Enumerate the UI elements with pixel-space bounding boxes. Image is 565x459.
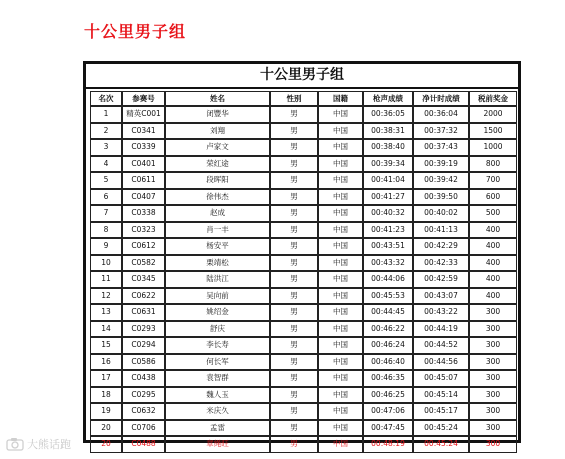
cell-nationality: 中国 — [318, 189, 363, 206]
cell-net-time: 00:43:22 — [413, 304, 469, 321]
table-row — [90, 403, 517, 420]
cell-gender: 男 — [270, 106, 318, 123]
cell-net-time: 00:43:07 — [413, 288, 469, 305]
cell-gun-time: 00:38:31 — [363, 123, 413, 140]
cell-gun-time: 00:47:06 — [363, 403, 413, 420]
cell-bib: C0407 — [122, 189, 165, 206]
cell-name: 姚绍金 — [165, 304, 270, 321]
cell-net-time: 00:42:29 — [413, 238, 469, 255]
cell-rank: 16 — [90, 354, 122, 371]
watermark-text: 大熊话跑 — [27, 438, 71, 451]
cell-nationality: 中国 — [318, 420, 363, 437]
cell-bib: C0401 — [122, 156, 165, 173]
cell-gun-time: 00:36:05 — [363, 106, 413, 123]
cell-prize: 300 — [469, 337, 517, 354]
cell-gun-time: 00:38:40 — [363, 139, 413, 156]
cell-prize: 300 — [469, 387, 517, 404]
table-body — [90, 106, 517, 453]
cell-gun-time: 00:40:32 — [363, 205, 413, 222]
cell-name: 米庆久 — [165, 403, 270, 420]
table-row — [90, 189, 517, 206]
table-row — [90, 337, 517, 354]
cell-gender: 男 — [270, 189, 318, 206]
header-gun-time: 枪声成绩 — [363, 91, 413, 106]
cell-bib: C0438 — [122, 370, 165, 387]
cell-gun-time: 00:43:51 — [363, 238, 413, 255]
cell-name: 李长寿 — [165, 337, 270, 354]
page-title: 十公里男子组 — [84, 22, 187, 41]
cell-net-time: 00:44:56 — [413, 354, 469, 371]
cell-net-time: 00:39:19 — [413, 156, 469, 173]
cell-name: 陆洪江 — [165, 271, 270, 288]
cell-net-time: 00:42:33 — [413, 255, 469, 272]
cell-name: 吴向前 — [165, 288, 270, 305]
cell-rank: 19 — [90, 403, 122, 420]
cell-prize: 400 — [469, 255, 517, 272]
cell-gun-time: 00:41:04 — [363, 172, 413, 189]
table-caption: 十公里男子组 — [86, 64, 518, 89]
cell-name: 章绳旺 — [165, 436, 270, 453]
cell-bib: C0586 — [122, 354, 165, 371]
cell-net-time: 00:45:24 — [413, 436, 469, 453]
cell-net-time: 00:39:42 — [413, 172, 469, 189]
cell-prize: 1500 — [469, 123, 517, 140]
cell-bib: C0611 — [122, 172, 165, 189]
header-nationality: 国籍 — [318, 91, 363, 106]
cell-nationality: 中国 — [318, 271, 363, 288]
cell-bib: C0293 — [122, 321, 165, 338]
cell-bib: C0323 — [122, 222, 165, 239]
table-row — [90, 156, 517, 173]
cell-rank: 5 — [90, 172, 122, 189]
table-row — [90, 370, 517, 387]
cell-gender: 男 — [270, 271, 318, 288]
cell-nationality: 中国 — [318, 139, 363, 156]
cell-bib: C0338 — [122, 205, 165, 222]
table-row — [90, 238, 517, 255]
cell-gun-time: 00:46:35 — [363, 370, 413, 387]
cell-name: 栗靖松 — [165, 255, 270, 272]
cell-rank: 20 — [90, 420, 122, 437]
header-bib: 参赛号 — [122, 91, 165, 106]
cell-gun-time: 00:39:34 — [363, 156, 413, 173]
table-row — [90, 288, 517, 305]
cell-net-time: 00:45:24 — [413, 420, 469, 437]
cell-prize: 300 — [469, 403, 517, 420]
cell-prize: 400 — [469, 288, 517, 305]
cell-rank: 1 — [90, 106, 122, 123]
cell-prize: 400 — [469, 238, 517, 255]
cell-gun-time: 00:47:45 — [363, 420, 413, 437]
cell-gender: 男 — [270, 156, 318, 173]
cell-nationality: 中国 — [318, 354, 363, 371]
table-row — [90, 255, 517, 272]
cell-bib: C0632 — [122, 403, 165, 420]
results-table-frame — [83, 61, 521, 448]
cell-bib: C0612 — [122, 238, 165, 255]
header-net-time: 净计时成绩 — [413, 91, 469, 106]
cell-gender: 男 — [270, 304, 318, 321]
cell-gender: 男 — [270, 172, 318, 189]
cell-rank: 2 — [90, 123, 122, 140]
cell-gender: 男 — [270, 123, 318, 140]
cell-nationality: 中国 — [318, 255, 363, 272]
table-row — [90, 420, 517, 437]
header-prize: 税前奖金 — [469, 91, 517, 106]
cell-gender: 男 — [270, 238, 318, 255]
cell-gun-time: 00:44:45 — [363, 304, 413, 321]
cell-rank: 10 — [90, 255, 122, 272]
cell-rank: 18 — [90, 387, 122, 404]
cell-prize: 2000 — [469, 106, 517, 123]
cell-prize: 400 — [469, 222, 517, 239]
results-table — [90, 91, 517, 453]
cell-name: 袁智群 — [165, 370, 270, 387]
cell-gun-time: 00:46:40 — [363, 354, 413, 371]
cell-net-time: 00:41:13 — [413, 222, 469, 239]
cell-name: 闭豐华 — [165, 106, 270, 123]
cell-gender: 男 — [270, 403, 318, 420]
cell-gun-time: 00:46:25 — [363, 387, 413, 404]
cell-nationality: 中国 — [318, 123, 363, 140]
cell-net-time: 00:45:07 — [413, 370, 469, 387]
cell-bib: C0295 — [122, 387, 165, 404]
cell-nationality: 中国 — [318, 288, 363, 305]
cell-prize: 300 — [469, 354, 517, 371]
watermark — [6, 436, 71, 452]
cell-bib: C0706 — [122, 420, 165, 437]
cell-nationality: 中国 — [318, 387, 363, 404]
cell-gender: 男 — [270, 420, 318, 437]
cell-rank: 8 — [90, 222, 122, 239]
cell-bib: C0294 — [122, 337, 165, 354]
cell-gender: 男 — [270, 255, 318, 272]
cell-rank: 20 — [90, 436, 122, 453]
cell-name: 刘翔 — [165, 123, 270, 140]
cell-net-time: 00:42:59 — [413, 271, 469, 288]
table-row — [90, 123, 517, 140]
cell-name: 荣红途 — [165, 156, 270, 173]
camera-icon — [6, 437, 24, 451]
cell-net-time: 00:37:32 — [413, 123, 469, 140]
cell-gun-time: 00:44:06 — [363, 271, 413, 288]
cell-nationality: 中国 — [318, 238, 363, 255]
table-row — [90, 106, 517, 123]
cell-name: 舒庆 — [165, 321, 270, 338]
cell-rank: 3 — [90, 139, 122, 156]
cell-name: 何长军 — [165, 354, 270, 371]
header-rank: 名次 — [90, 91, 122, 106]
cell-net-time: 00:39:50 — [413, 189, 469, 206]
cell-nationality: 中国 — [318, 403, 363, 420]
header-name: 姓名 — [165, 91, 270, 106]
cell-nationality: 中国 — [318, 106, 363, 123]
cell-gender: 男 — [270, 321, 318, 338]
cell-name: 肖一丰 — [165, 222, 270, 239]
cell-nationality: 中国 — [318, 205, 363, 222]
cell-gender: 男 — [270, 222, 318, 239]
cell-net-time: 00:37:43 — [413, 139, 469, 156]
cell-rank: 4 — [90, 156, 122, 173]
cell-bib: C0582 — [122, 255, 165, 272]
cell-bib: 精英C001 — [122, 106, 165, 123]
table-row — [90, 387, 517, 404]
cell-name: 杨安平 — [165, 238, 270, 255]
cell-rank: 12 — [90, 288, 122, 305]
table-row — [90, 354, 517, 371]
cell-prize: 300 — [469, 436, 517, 453]
cell-nationality: 中国 — [318, 436, 363, 453]
cell-bib: C0622 — [122, 288, 165, 305]
cell-name: 魏人玉 — [165, 387, 270, 404]
table-row — [90, 304, 517, 321]
cell-nationality: 中国 — [318, 337, 363, 354]
cell-gender: 男 — [270, 337, 318, 354]
cell-rank: 7 — [90, 205, 122, 222]
table-header-row — [90, 91, 517, 106]
cell-gun-time: 00:48:19 — [363, 436, 413, 453]
cell-net-time: 00:44:52 — [413, 337, 469, 354]
table-row — [90, 321, 517, 338]
cell-rank: 17 — [90, 370, 122, 387]
cell-prize: 300 — [469, 304, 517, 321]
cell-nationality: 中国 — [318, 370, 363, 387]
cell-bib: C0345 — [122, 271, 165, 288]
cell-name: 段晖阳 — [165, 172, 270, 189]
cell-prize: 700 — [469, 172, 517, 189]
cell-gender: 男 — [270, 205, 318, 222]
cell-prize: 800 — [469, 156, 517, 173]
table-row — [90, 222, 517, 239]
cell-net-time: 00:45:14 — [413, 387, 469, 404]
cell-gun-time: 00:45:53 — [363, 288, 413, 305]
cell-nationality: 中国 — [318, 156, 363, 173]
cell-gender: 男 — [270, 370, 318, 387]
cell-rank: 13 — [90, 304, 122, 321]
cell-nationality: 中国 — [318, 321, 363, 338]
cell-gun-time: 00:46:22 — [363, 321, 413, 338]
cell-gun-time: 00:46:24 — [363, 337, 413, 354]
cell-prize: 300 — [469, 370, 517, 387]
table-row — [90, 172, 517, 189]
cell-rank: 11 — [90, 271, 122, 288]
cell-net-time: 00:40:02 — [413, 205, 469, 222]
cell-gender: 男 — [270, 354, 318, 371]
cell-rank: 15 — [90, 337, 122, 354]
cell-bib: C0341 — [122, 123, 165, 140]
cell-nationality: 中国 — [318, 304, 363, 321]
cell-gun-time: 00:43:32 — [363, 255, 413, 272]
cell-name: 赵成 — [165, 205, 270, 222]
header-gender: 性别 — [270, 91, 318, 106]
table-row — [90, 139, 517, 156]
cell-bib: C0488 — [122, 436, 165, 453]
cell-rank: 6 — [90, 189, 122, 206]
cell-net-time: 00:45:17 — [413, 403, 469, 420]
cell-gender: 男 — [270, 436, 318, 453]
cell-net-time: 00:44:19 — [413, 321, 469, 338]
cell-name: 卢家文 — [165, 139, 270, 156]
cell-prize: 400 — [469, 271, 517, 288]
cell-bib: C0631 — [122, 304, 165, 321]
cell-nationality: 中国 — [318, 222, 363, 239]
table-row — [90, 436, 517, 453]
cell-gender: 男 — [270, 139, 318, 156]
table-row — [90, 271, 517, 288]
cell-net-time: 00:36:04 — [413, 106, 469, 123]
cell-gun-time: 00:41:23 — [363, 222, 413, 239]
cell-rank: 14 — [90, 321, 122, 338]
cell-gender: 男 — [270, 387, 318, 404]
cell-gender: 男 — [270, 288, 318, 305]
table-row — [90, 205, 517, 222]
cell-prize: 300 — [469, 321, 517, 338]
cell-prize: 1000 — [469, 139, 517, 156]
cell-nationality: 中国 — [318, 172, 363, 189]
cell-name: 徐伟杰 — [165, 189, 270, 206]
cell-prize: 300 — [469, 420, 517, 437]
cell-prize: 600 — [469, 189, 517, 206]
cell-bib: C0339 — [122, 139, 165, 156]
cell-name: 孟雷 — [165, 420, 270, 437]
cell-rank: 9 — [90, 238, 122, 255]
cell-prize: 500 — [469, 205, 517, 222]
cell-gun-time: 00:41:27 — [363, 189, 413, 206]
